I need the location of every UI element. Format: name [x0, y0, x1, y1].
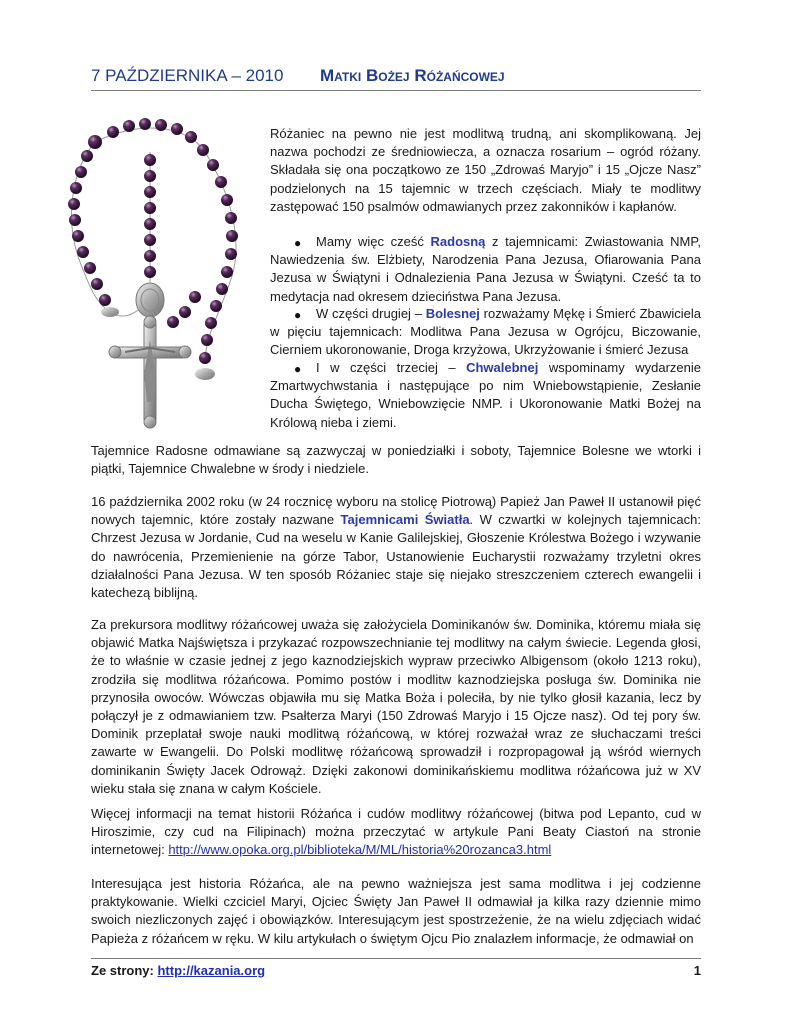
bullet-icon: ●: [294, 308, 302, 322]
bullet-radosne: Mamy więc cześć Radosną z tajemnicami: Zwiastowania NMP, Nawiedzenia św. Elżbiety, Narodzenia Pana Jezusa, Ofiarowania Pana Jezusa w Świątyni i Odnalezienia Pana Jezusa w Świątyni. Cześć ta to medytacja nad okresem dzieciństwa Pana Jezusa.: [270, 234, 701, 304]
paragraph-schedule: Tajemnice Radosne odmawiane są zazwyczaj w poniedziałki i soboty, Tajemnice Bolesne we wtorki i piątki, Tajemnice Chwalebne w środy i niedziele.: [91, 443, 701, 477]
paragraph-history: Za prekursora modlitwy różańcowej uważa się założyciela Dominikanów św. Dominika, któremu miała się objawić Matka Najświętsza i przykazać rozpowszechnianie tej modlitwy na całym świecie. Legenda głosi, że to właśnie w czasie jednej z jego kaznodziejskich wypraw przeciwko Albigensom (około 1213 roku), zrodziła się modlitwa różańcowa. Pomimo postów i modlitw kaznodziejska posługa św. Dominika nie przynosiła owoców. Wówczas objawiła mu się Matka Boża i poleciła, by nie tylko głosił kazania, lecz by połączył je z odmawianiem tzw. Psałterza Maryi (150 Zdrowaś Maryjo i 15 Ojcze nasz). Od tej pory św. Dominik przeplatał swoje nauki modlitwą różańcową, w której rozważał wraz ze słuchaczami treści zawarte w Ewangelii. Do Polski modlitwę różańcową sprowadził i rozpropagował ją wśród wiernych dominikanin Święty Jacek Odrowąż. Dzięki zakonowi dominikańskiemu modlitwa różańcowa już w XV wieku stała się znana w całym Kościele.: [91, 617, 701, 796]
highlight-swiatla: Tajemnicami Światła: [340, 512, 470, 528]
highlight-chwalebna: Chwalebnej: [466, 360, 539, 375]
footer-label: Ze strony:: [91, 963, 158, 978]
footer-rule: [91, 958, 701, 959]
crucifix-icon: [109, 316, 191, 428]
rosary-image: [55, 112, 255, 432]
header-feast-title: Matki Bożej Różańcowej: [320, 66, 505, 85]
paragraph-luminous: 16 października 2002 roku (w 24 rocznicę wyboru na stolicę Piotrową) Papież Jan Paweł II ustanowił pięć nowych tajemnic, które zostały nazwane Tajemnicami Światła. W czwartki w kolejnych tajemnicach: Chrzest Jezusa w Jordanie, Cud na weselu w Kanie Galilejskiej, Głoszenie Królestwa Bożego i wzywanie do nawrócenia, Przemienienie na górze Tabor, Ustanowienie Eucharystii rozważamy trzyletni okres działalności Pana Jezusa. W ten sposób Różaniec staje się niejako streszczeniem czterech ewangelii i katechezą biblijną.: [91, 494, 701, 601]
highlight-bolesna: Bolesnej: [425, 306, 480, 321]
header-rule: [91, 90, 701, 91]
bullet-icon: ●: [294, 236, 302, 250]
paragraph-more-info: Więcej informacji na temat historii Różańca i cudów modlitwy różańcowej (bitwa pod Lepanto, cud w Hiroszimie, czy cud na Filipinach) można przeczytać w artykule Pani Beaty Ciastoń na stronie internetowej: http://www.opoka.org.pl/biblioteka/M/ML/historia%20rozanca3.html: [91, 806, 701, 858]
bullet-chwalebne: I w części trzeciej – Chwalebnej wspominamy wydarzenie Zmartwychwstania i następujące po nim Wniebowstąpienie, Zesłanie Ducha Świętego, Wniebowzięcie NMP. i Ukoronowanie Matki Bożej na Królową nieba i ziemi.: [270, 360, 701, 430]
footer-source-link[interactable]: http://kazania.org: [157, 963, 266, 978]
highlight-radosna: Radosną: [430, 234, 486, 249]
bullet-icon: ●: [294, 362, 302, 376]
bullet-bolesne: W części drugiej – Bolesnej rozważamy Mękę i Śmierć Zbawiciela w pięciu tajemnicach: Modlitwa Pana Jezusa w Ogrójcu, Biczowanie, Cierniem ukoronowanie, Droga krzyżowa, Ukrzyżowanie i śmierć Jezusa: [270, 306, 701, 358]
intro-paragraph: Różaniec na pewno nie jest modlitwą trudną, ani skomplikowaną. Jej nazwa pochodzi ze średniowiecza, a oznacza rosarium – ogród różany. Składała się ona początkowo ze 150 „Zdrowaś Maryjo” i 15 „Ojcze Nasz” podzielonych na 15 tajemnic w trzech częściach. Miały te modlitwy zastępować 150 psalmów odmawianych przez zakonników i kapłanów.: [270, 126, 701, 214]
opoka-link[interactable]: http://www.opoka.org.pl/biblioteka/M/ML/historia%20rozanca3.html: [168, 842, 552, 858]
page-footer: [91, 963, 701, 978]
page-header: [91, 66, 701, 92]
paragraph-prayer: Interesująca jest historia Różańca, ale na pewno ważniejsza jest sama modlitwa i jej codzienne praktykowanie. Wielki czciciel Maryi, Ojciec Święty Jan Paweł II odmawiał ja kilka razy dziennie mimo swoich niezliczonych zajęć i obowiązków. Interesującym jest spostrzeżenie, że na wielu zdjęciach widać Papieża z różańcem w ręku. W kilu artykułach o świętym Ojcu Pio znalazłem informacje, że odmawiał on: [91, 876, 701, 946]
header-date: 7 PAŹDZIERNIKA – 2010: [91, 66, 284, 85]
page-number: 1: [693, 963, 701, 978]
